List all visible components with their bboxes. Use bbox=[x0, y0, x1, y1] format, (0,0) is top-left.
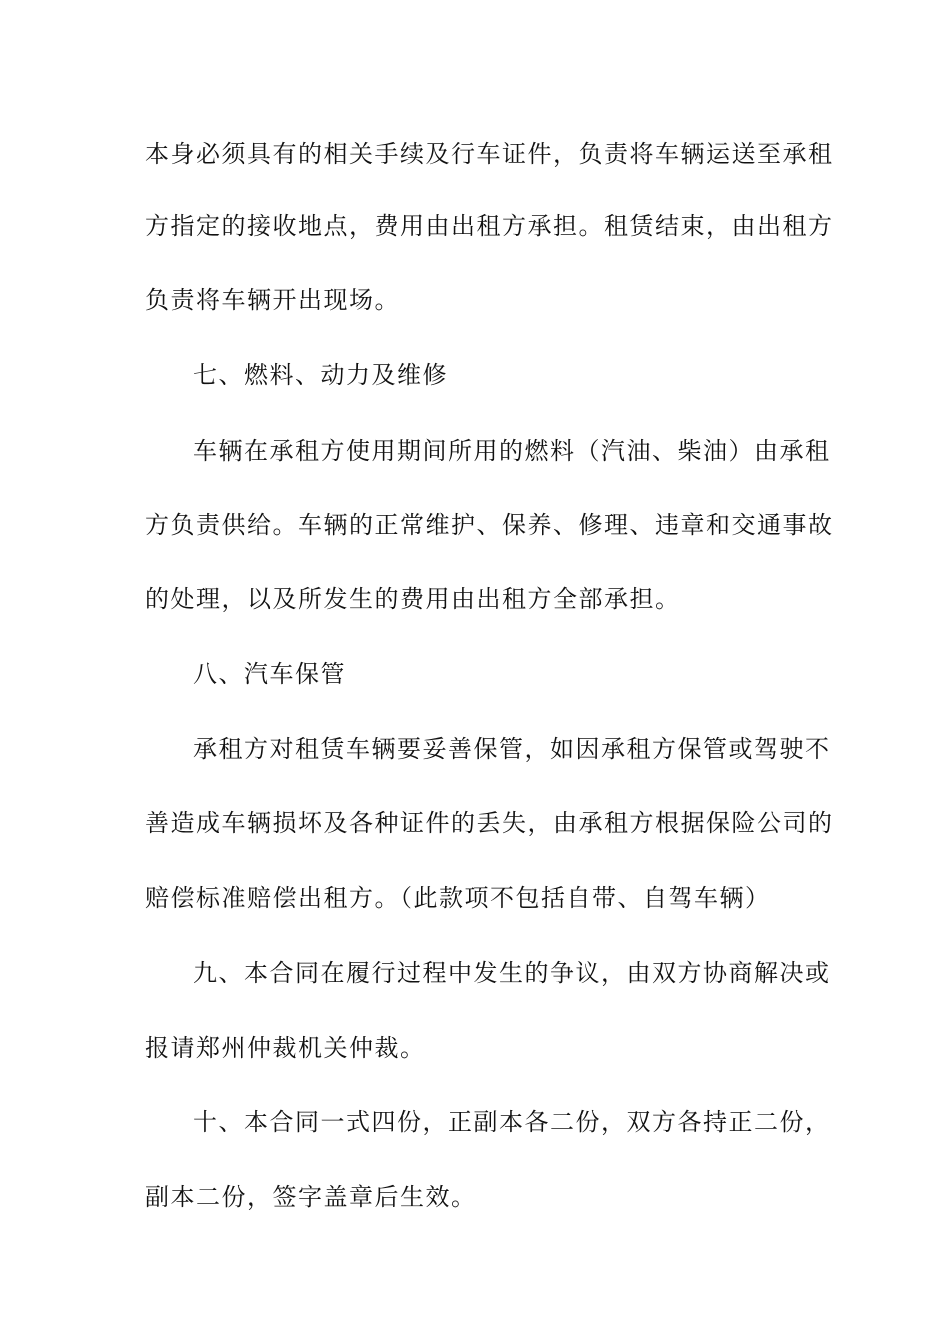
paragraph-line: 的处理，以及所发生的费用由出租方全部承担。 bbox=[145, 585, 681, 613]
paragraph-line: 方指定的接收地点，费用由出租方承担。租赁结束，由出租方 bbox=[145, 212, 834, 240]
section-heading: 七、燃料、动力及维修 bbox=[193, 361, 448, 389]
paragraph-line: 负责将车辆开出现场。 bbox=[145, 286, 400, 314]
paragraph-line: 报请郑州仲裁机关仲裁。 bbox=[145, 1034, 426, 1062]
paragraph-line: 九、本合同在履行过程中发生的争议，由双方协商解决或 bbox=[193, 959, 831, 987]
paragraph-line: 方负责供给。车辆的正常维护、保养、修理、违章和交通事故 bbox=[145, 511, 834, 539]
paragraph-line: 善造成车辆损坏及各种证件的丢失，由承租方根据保险公司的 bbox=[145, 809, 834, 837]
section-heading: 八、汽车保管 bbox=[193, 660, 346, 688]
paragraph-line: 副本二份，签字盖章后生效。 bbox=[145, 1183, 477, 1211]
paragraph-line: 承租方对租赁车辆要妥善保管，如因承租方保管或驾驶不 bbox=[193, 735, 831, 763]
paragraph-line: 十、本合同一式四份，正副本各二份，双方各持正二份， bbox=[193, 1108, 831, 1136]
paragraph-line: 本身必须具有的相关手续及行车证件，负责将车辆运送至承租 bbox=[145, 140, 834, 168]
paragraph-line: 赔偿标准赔偿出租方。（此款项不包括自带、自驾车辆） bbox=[145, 884, 771, 912]
paragraph-line: 车辆在承租方使用期间所用的燃料（汽油、柴油）由承租 bbox=[193, 437, 831, 465]
